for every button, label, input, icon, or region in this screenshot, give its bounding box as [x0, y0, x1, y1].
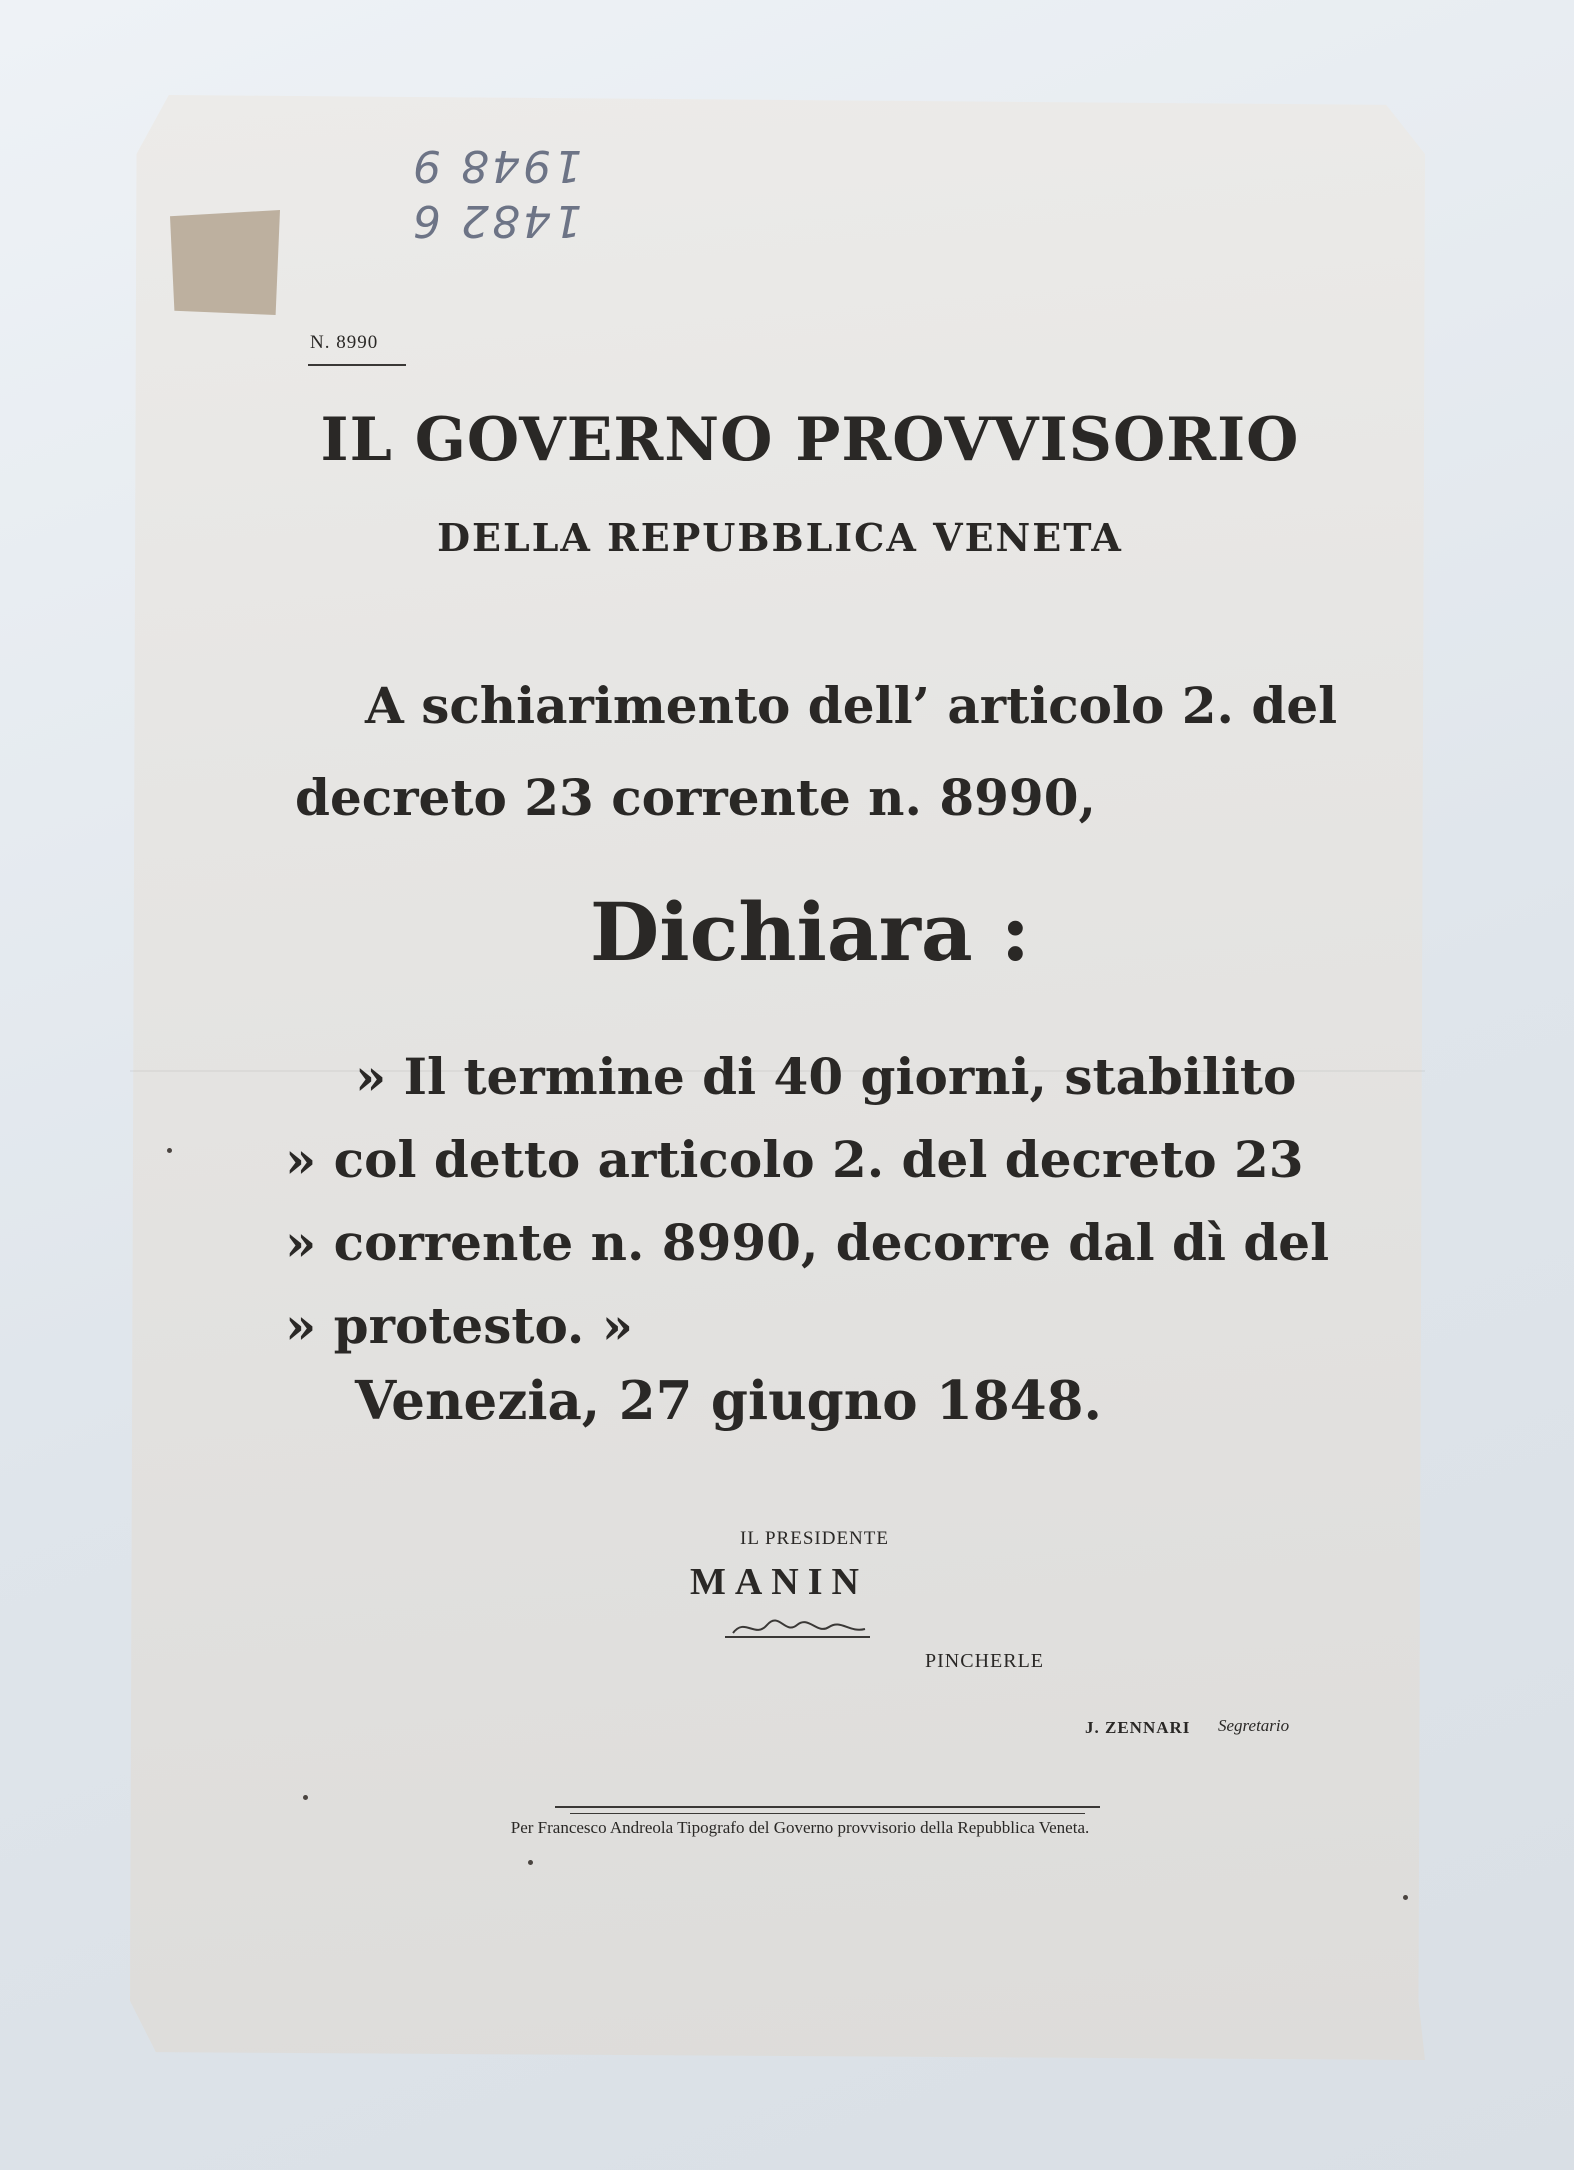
cosigner-name: PINCHERLE [925, 1650, 1044, 1672]
preamble-line: decreto 23 corrente n. 8990, [295, 768, 1096, 827]
body-line: » protesto. » [285, 1296, 633, 1355]
ink-speck [167, 1148, 172, 1153]
tape-stain [170, 210, 280, 315]
ink-speck [303, 1795, 308, 1800]
ink-speck [528, 1860, 533, 1865]
divider [570, 1813, 1085, 1814]
place-date: Venezia, 27 giugno 1848. [355, 1370, 1102, 1432]
preamble-line: A schiarimento dell’ articolo 2. del [365, 676, 1338, 735]
declaration-heading: Dichiara : [589, 885, 1031, 979]
printer-imprint: Per Francesco Andreola Tipografo del Governo provvisorio della Repubblica Veneta. [510, 1818, 1090, 1837]
ink-speck [1403, 1895, 1408, 1900]
signature-line [725, 1636, 870, 1638]
preamble [295, 660, 1338, 844]
secretary-role: Segretario [1218, 1716, 1290, 1735]
divider [555, 1806, 1100, 1808]
president-name: MANIN [690, 1561, 868, 1603]
secretary-name: J. ZENNARI [1085, 1718, 1191, 1737]
declaration-body [285, 1035, 1345, 1367]
number-underline [308, 364, 406, 366]
handwritten-note: 1482 6 [410, 195, 582, 246]
handwritten-note: 1948 9 [410, 140, 582, 191]
document-number: N. 8990 [310, 332, 379, 353]
handwritten-signature [725, 1605, 875, 1645]
body-line: » corrente n. 8990, decorre dal dì del [285, 1213, 1330, 1272]
page-title: IL GOVERNO PROVVISORIO [320, 405, 1300, 475]
body-line: » col detto articolo 2. del decreto 23 [285, 1130, 1304, 1189]
president-label: IL PRESIDENTE [740, 1528, 889, 1549]
page-subtitle: DELLA REPUBBLICA VENETA [437, 515, 1123, 560]
body-line: » Il termine di 40 giorni, stabilito [355, 1047, 1297, 1106]
